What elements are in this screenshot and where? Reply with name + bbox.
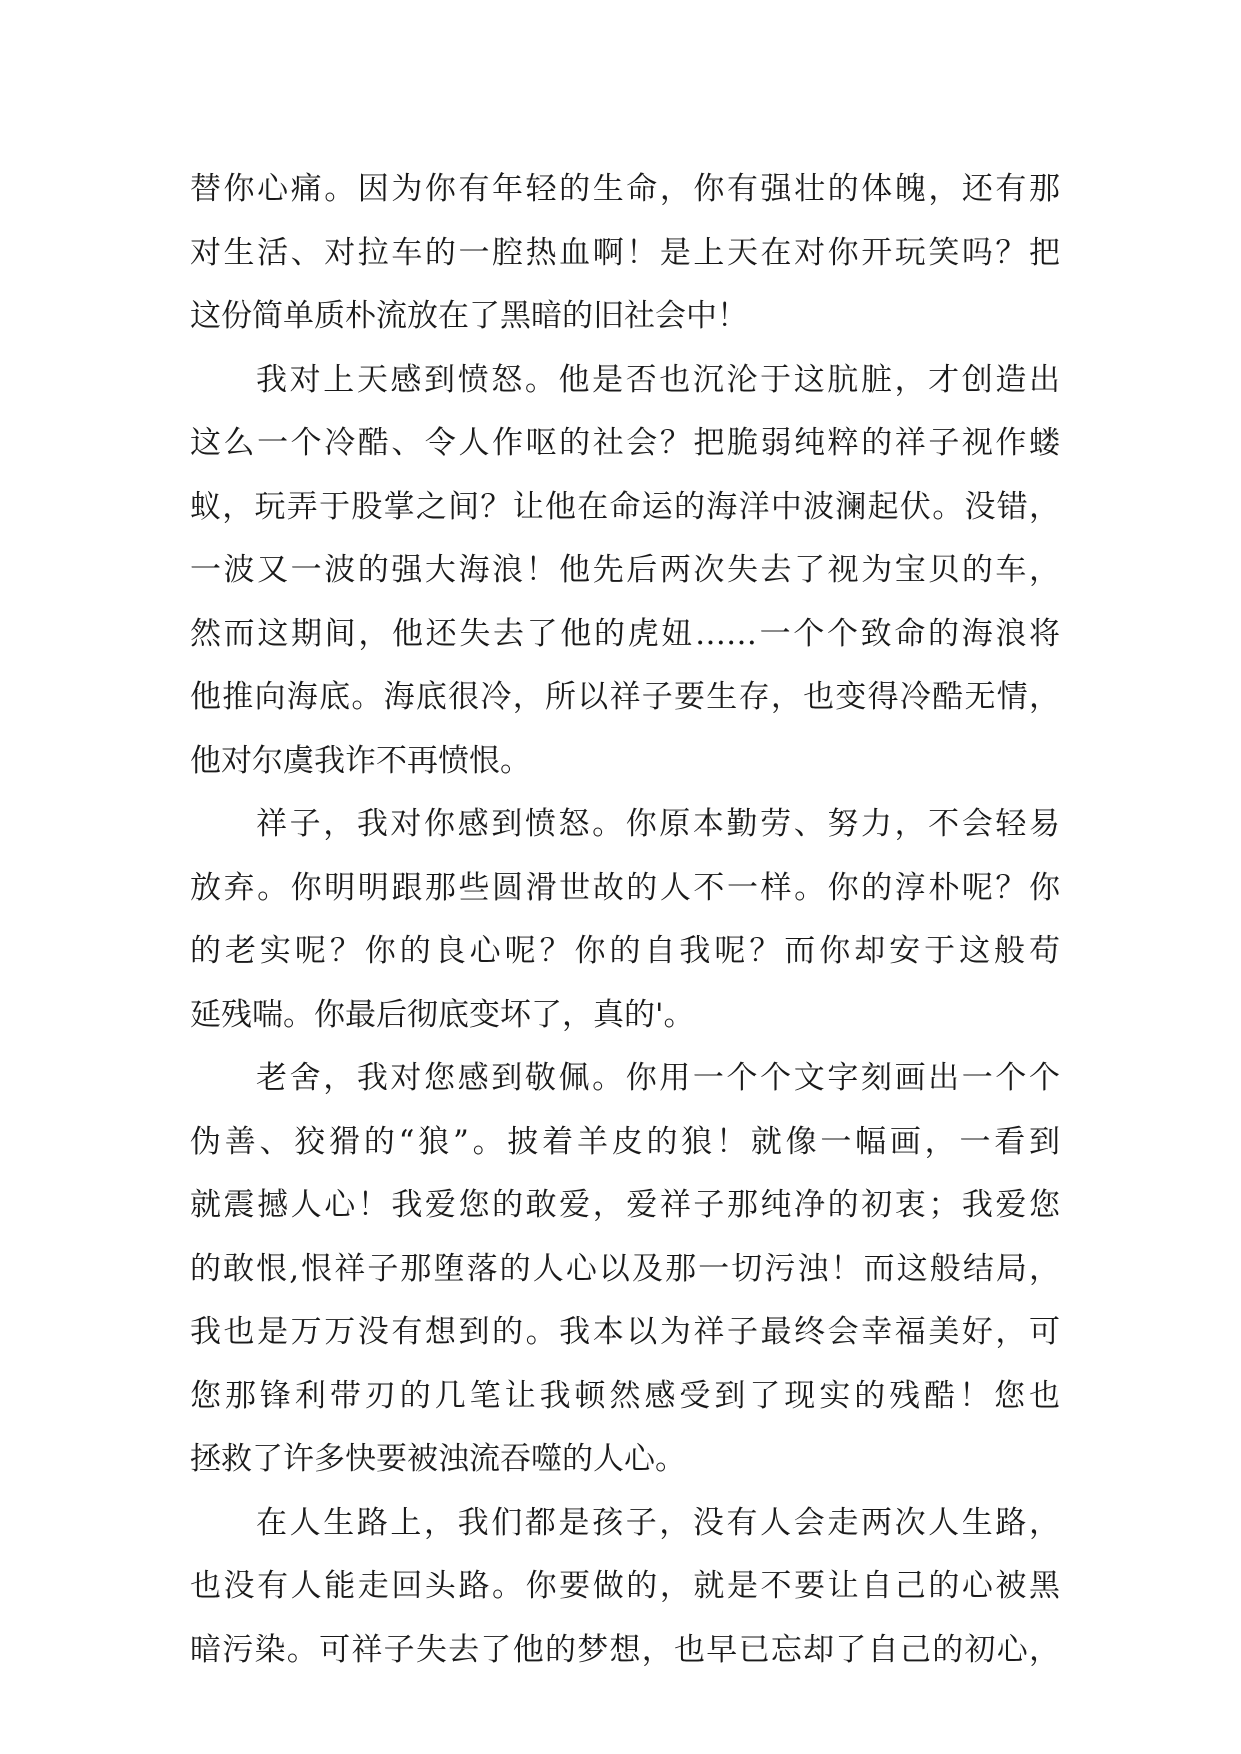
text-line: 也没有人能走回头路。你要做的，就是不要让自己的心被黑: [190, 1568, 1060, 1604]
text-line: 他推向海底。海底很冷，所以祥子要生存，也变得冷酷无情，: [190, 679, 1060, 715]
text-line: 伪善、狡猾的“狼”。披着羊皮的狼！就像一幅画，一看到: [190, 1123, 1060, 1160]
text-line: 拯救了许多快要被浊流吞噬的人心。: [190, 1441, 686, 1477]
text-line: 对生活、对拉车的一腔热血啊！是上天在对你开玩笑吗？把: [190, 234, 1060, 271]
text-line: 延残喘。你最后彻底变坏了，真的'。: [190, 996, 695, 1033]
text-line: 一波又一波的强大海浪！他先后两次失去了视为宝贝的车，: [190, 552, 1060, 588]
text-line: 这份简单质朴流放在了黑暗的旧社会中！: [190, 298, 748, 334]
text-line: 的老实呢？你的良心呢？你的自我呢？而你却安于这般苟: [190, 933, 1060, 969]
text-line: 这么一个冷酷、令人作呕的社会？把脆弱纯粹的祥子视作蝼: [190, 425, 1060, 461]
text-line: 我也是万万没有想到的。我本以为祥子最终会幸福美好，可: [190, 1314, 1060, 1350]
paragraph-first-line: 祥子，我对你感到愤怒。你原本勤劳、努力，不会轻易: [256, 806, 1060, 842]
text-line: 替你心痛。因为你有年轻的生命，你有强壮的体魄，还有那: [190, 171, 1060, 207]
text-line: 然而这期间，他还失去了他的虎妞……一个个致命的海浪将: [190, 615, 1060, 652]
text-line: 的敢恨,恨祥子那堕落的人心以及那一切污浊！而这般结局，: [190, 1250, 1060, 1287]
text-line: 放弃。你明明跟那些圆滑世故的人不一样。你的淳朴呢？你: [190, 869, 1060, 906]
text-line: 蚁，玩弄于股掌之间？让他在命运的海洋中波澜起伏。没错，: [190, 488, 1060, 525]
text-line: 您那锋利带刃的几笔让我顿然感受到了现实的残酷！您也: [190, 1377, 1060, 1414]
paragraph-first-line: 我对上天感到愤怒。他是否也沉沦于这肮脏，才创造出: [256, 361, 1060, 398]
paragraph-first-line: 老舍，我对您感到敬佩。你用一个个文字刻画出一个个: [256, 1060, 1060, 1096]
essay-body: [190, 158, 1060, 1682]
paragraph-first-line: 在人生路上，我们都是孩子，没有人会走两次人生路，: [256, 1504, 1060, 1541]
text-line: 就震撼人心！我爱您的敢爱，爱祥子那纯净的初衷；我爱您: [190, 1187, 1060, 1223]
text-line: 他对尔虞我诈不再愤恨。: [190, 742, 531, 779]
text-line: 暗污染。可祥子失去了他的梦想，也早已忘却了自己的初心，: [190, 1631, 1060, 1668]
